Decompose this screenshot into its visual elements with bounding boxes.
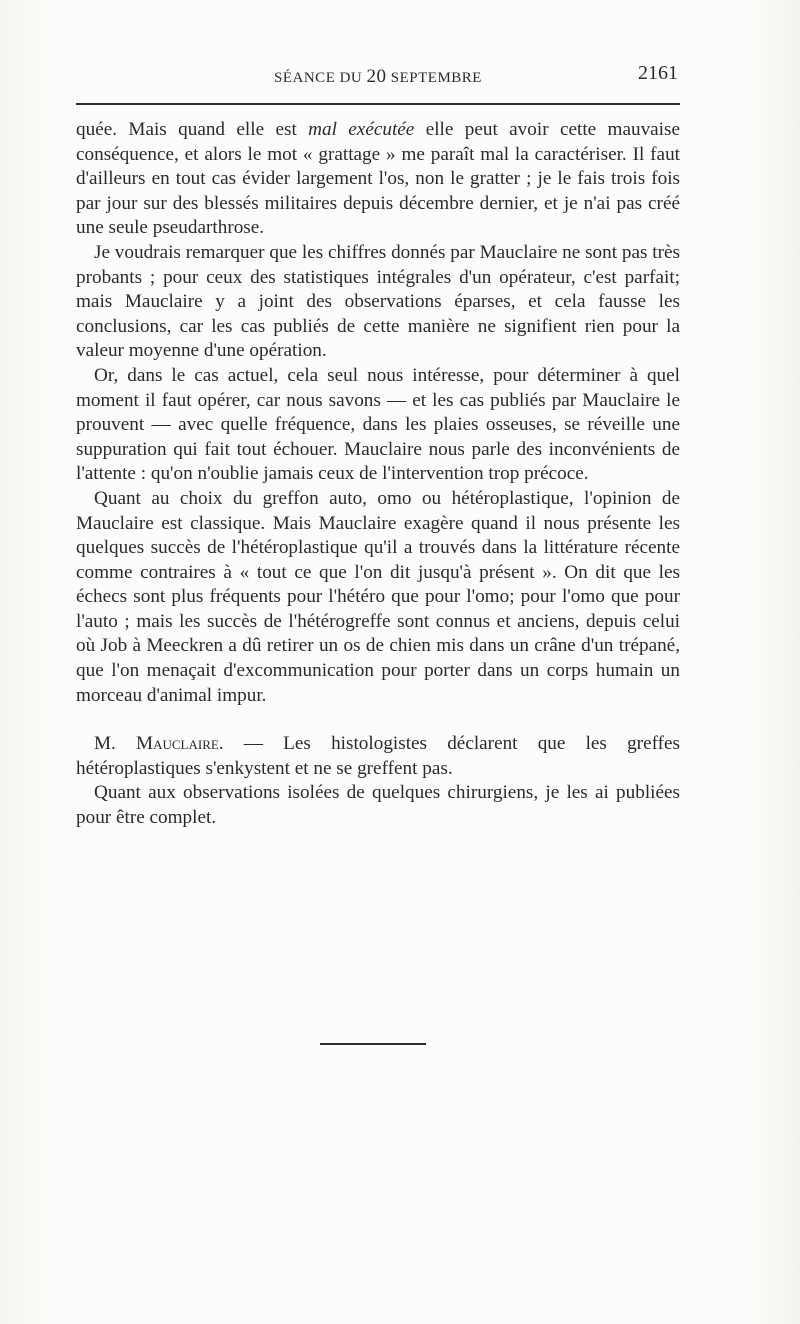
- page-number: 2161: [638, 62, 678, 84]
- paragraph-6: Quant aux observations isolées de quelques chirurgiens, je les ai publiées pour être complet.: [76, 782, 680, 829]
- paragraph-1-italic: mal exécutée: [308, 119, 415, 140]
- paragraph-5-text: — Les histologistes déclarent que les greffes hétéroplastiques s'enkystent et ne se greffent pas.: [76, 733, 680, 779]
- paragraph-5: [76, 732, 680, 781]
- running-title: [76, 66, 680, 88]
- paragraph-3: Or, dans le cas actuel, cela seul nous intéresse, pour déterminer à quel moment il faut opérer, car nous savons — et les cas publiés par Mauclaire le prouvent — avec quelle fréquence, dans les plaies osseuses, se réveille une suppuration qui fait tout échouer. Mauclaire nous parle des inconvénients de l'attente : qu'on n'oublie jamais ceux de l'intervention trop précoce.: [76, 364, 680, 485]
- running-title-day: 20: [366, 66, 387, 87]
- running-title-month: SEPTEMBRE: [386, 70, 482, 86]
- end-rule: [320, 1043, 426, 1045]
- paragraph-1: [76, 118, 680, 241]
- paragraph-2: Je voudrais remarquer que les chiffres donnés par Mauclaire ne sont pas très probants ; pour ceux des statistiques intégrales d'un opérateur, c'est parfait; mais Mauclaire y a joint des observations éparses, et cela fausse les conclusions, car les cas publiés de cette manière ne signifient rien pour la valeur moyenne d'une opération.: [76, 241, 680, 362]
- speaker-name: Mauclaire.: [136, 733, 224, 755]
- paragraph-4: Quant au choix du greffon auto, omo ou hétéroplastique, l'opinion de Mauclaire est classique. Mais Mauclaire exagère quand il nous présente les quelques succès de l'hétéroplastique qu'il a trouvés dans la littérature récente comme contraires à « tout ce que l'on dit jusqu'à présent ». On dit que les échecs sont plus fréquents pour l'hétéro que pour l'omo; pour l'omo que pour l'auto ; mais les succès de l'hétérogreffe sont connus et anciens, depuis celui où Job à Meeckren a dû retirer un os de chien mis dans un crâne d'un trépané, que l'on menaçait d'excommunication pour porter dans un corps humain un morceau d'animal impur.: [76, 487, 680, 706]
- section-gap: [76, 708, 680, 732]
- header-rule: [76, 103, 680, 105]
- speaker-prefix: M.: [94, 733, 137, 755]
- paragraph-1-text-start: quée. Mais quand elle est: [76, 119, 309, 140]
- page-header: [76, 62, 680, 92]
- paragraph-1-text-end: elle peut avoir cette mauvaise conséquence, et alors le mot « grattage » me paraît mal la caractériser. Il faut d'ailleurs en tout cas évider largement l'os, non le gratter ; je le fais trois fois par jour sur des blessés militaires depuis décembre dernier, et je n'ai pas créé une seule pseudarthrose.: [76, 119, 680, 239]
- running-title-text: SÉANCE DU: [274, 70, 367, 86]
- body-text: [76, 118, 680, 831]
